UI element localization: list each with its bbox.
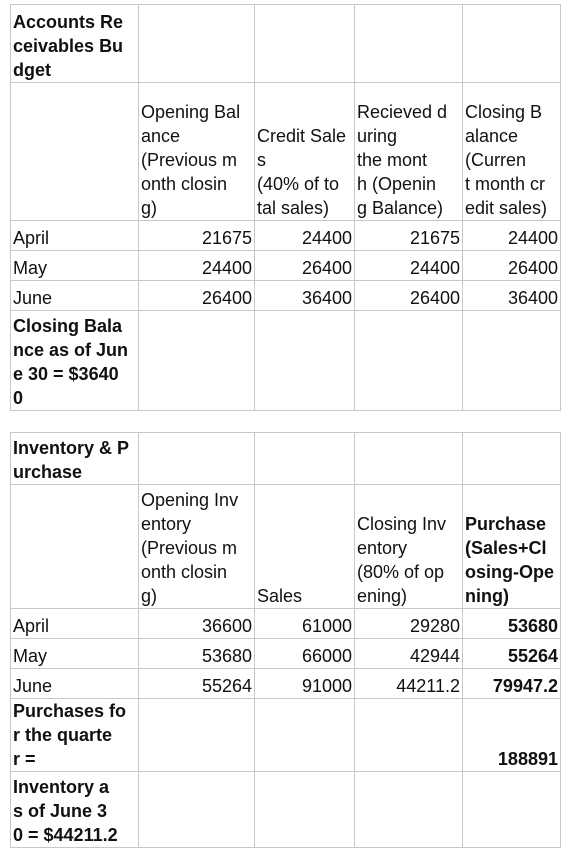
cell[interactable] — [139, 5, 255, 83]
value-cell[interactable]: 26400 — [139, 281, 255, 311]
closing-balance-note[interactable]: Closing Bala nce as of Jun e 30 = $3640 0 — [11, 311, 139, 411]
value-cell[interactable]: 42944 — [355, 639, 463, 669]
header-opening-inventory[interactable]: Opening Inv entory (Previous m onth closin g) — [139, 485, 255, 609]
header-closing-inventory[interactable]: Closing Inv entory (80% of op ening) — [355, 485, 463, 609]
table-row — [11, 669, 561, 699]
header-credit-sales[interactable]: Credit Sale s (40% of to tal sales) — [255, 83, 355, 221]
value-cell[interactable]: 29280 — [355, 609, 463, 639]
cell[interactable] — [139, 699, 255, 772]
value-cell[interactable]: 24400 — [255, 221, 355, 251]
table-row — [11, 433, 561, 485]
purchase-cell[interactable]: 55264 — [463, 639, 561, 669]
cell[interactable] — [463, 433, 561, 485]
purchases-quarter-label[interactable]: Purchases fo r the quarte r = — [11, 699, 139, 772]
purchase-cell[interactable]: 79947.2 — [463, 669, 561, 699]
value-cell[interactable]: 91000 — [255, 669, 355, 699]
header-cell[interactable] — [11, 83, 139, 221]
header-row — [11, 83, 561, 221]
cell[interactable] — [255, 5, 355, 83]
value-cell[interactable]: 36400 — [463, 281, 561, 311]
value-cell[interactable]: 21675 — [355, 221, 463, 251]
value-cell[interactable]: 66000 — [255, 639, 355, 669]
table-row — [11, 772, 561, 848]
cell[interactable] — [355, 699, 463, 772]
value-cell[interactable]: 55264 — [139, 669, 255, 699]
cell[interactable] — [355, 772, 463, 848]
value-cell[interactable]: 26400 — [463, 251, 561, 281]
cell[interactable] — [463, 311, 561, 411]
cell[interactable] — [139, 433, 255, 485]
value-cell[interactable]: 44211.2 — [355, 669, 463, 699]
month-cell[interactable]: April — [11, 221, 139, 251]
cell[interactable] — [139, 772, 255, 848]
cell[interactable] — [255, 433, 355, 485]
table-row — [11, 251, 561, 281]
cell[interactable] — [463, 5, 561, 83]
value-cell[interactable]: 36600 — [139, 609, 255, 639]
cell[interactable] — [463, 772, 561, 848]
table-row — [11, 699, 561, 772]
value-cell[interactable]: 24400 — [463, 221, 561, 251]
purchases-quarter-total[interactable]: 188891 — [463, 699, 561, 772]
inventory-table — [10, 432, 561, 848]
table-row — [11, 609, 561, 639]
table-row — [11, 221, 561, 251]
value-cell[interactable]: 61000 — [255, 609, 355, 639]
value-cell[interactable]: 21675 — [139, 221, 255, 251]
cell[interactable] — [139, 311, 255, 411]
header-sales[interactable]: Sales — [255, 485, 355, 609]
table-row — [11, 5, 561, 83]
value-cell[interactable]: 24400 — [139, 251, 255, 281]
header-opening-balance[interactable]: Opening Bal ance (Previous m onth closin g) — [139, 83, 255, 221]
month-cell[interactable]: June — [11, 281, 139, 311]
table-row — [11, 639, 561, 669]
value-cell[interactable]: 26400 — [355, 281, 463, 311]
month-cell[interactable]: June — [11, 669, 139, 699]
receivables-title[interactable]: Accounts Re ceivables Bu dget — [11, 5, 139, 83]
header-cell[interactable] — [11, 485, 139, 609]
header-received[interactable]: Recieved d uring the mont h (Openin g Balance) — [355, 83, 463, 221]
cell[interactable] — [355, 311, 463, 411]
cell[interactable] — [355, 433, 463, 485]
cell[interactable] — [255, 699, 355, 772]
month-cell[interactable]: April — [11, 609, 139, 639]
cell[interactable] — [255, 311, 355, 411]
inventory-june-note[interactable]: Inventory a s of June 3 0 = $44211.2 — [11, 772, 139, 848]
table-row — [11, 281, 561, 311]
month-cell[interactable]: May — [11, 251, 139, 281]
month-cell[interactable]: May — [11, 639, 139, 669]
inventory-title[interactable]: Inventory & P urchase — [11, 433, 139, 485]
value-cell[interactable]: 26400 — [255, 251, 355, 281]
cell[interactable] — [255, 772, 355, 848]
value-cell[interactable]: 24400 — [355, 251, 463, 281]
header-purchase[interactable]: Purchase (Sales+Cl osing-Ope ning) — [463, 485, 561, 609]
value-cell[interactable]: 36400 — [255, 281, 355, 311]
value-cell[interactable]: 53680 — [139, 639, 255, 669]
header-closing-balance[interactable]: Closing B alance (Curren t month cr edit sales) — [463, 83, 561, 221]
cell[interactable] — [355, 5, 463, 83]
purchase-cell[interactable]: 53680 — [463, 609, 561, 639]
receivables-table — [10, 4, 561, 411]
header-row — [11, 485, 561, 609]
table-row — [11, 311, 561, 411]
